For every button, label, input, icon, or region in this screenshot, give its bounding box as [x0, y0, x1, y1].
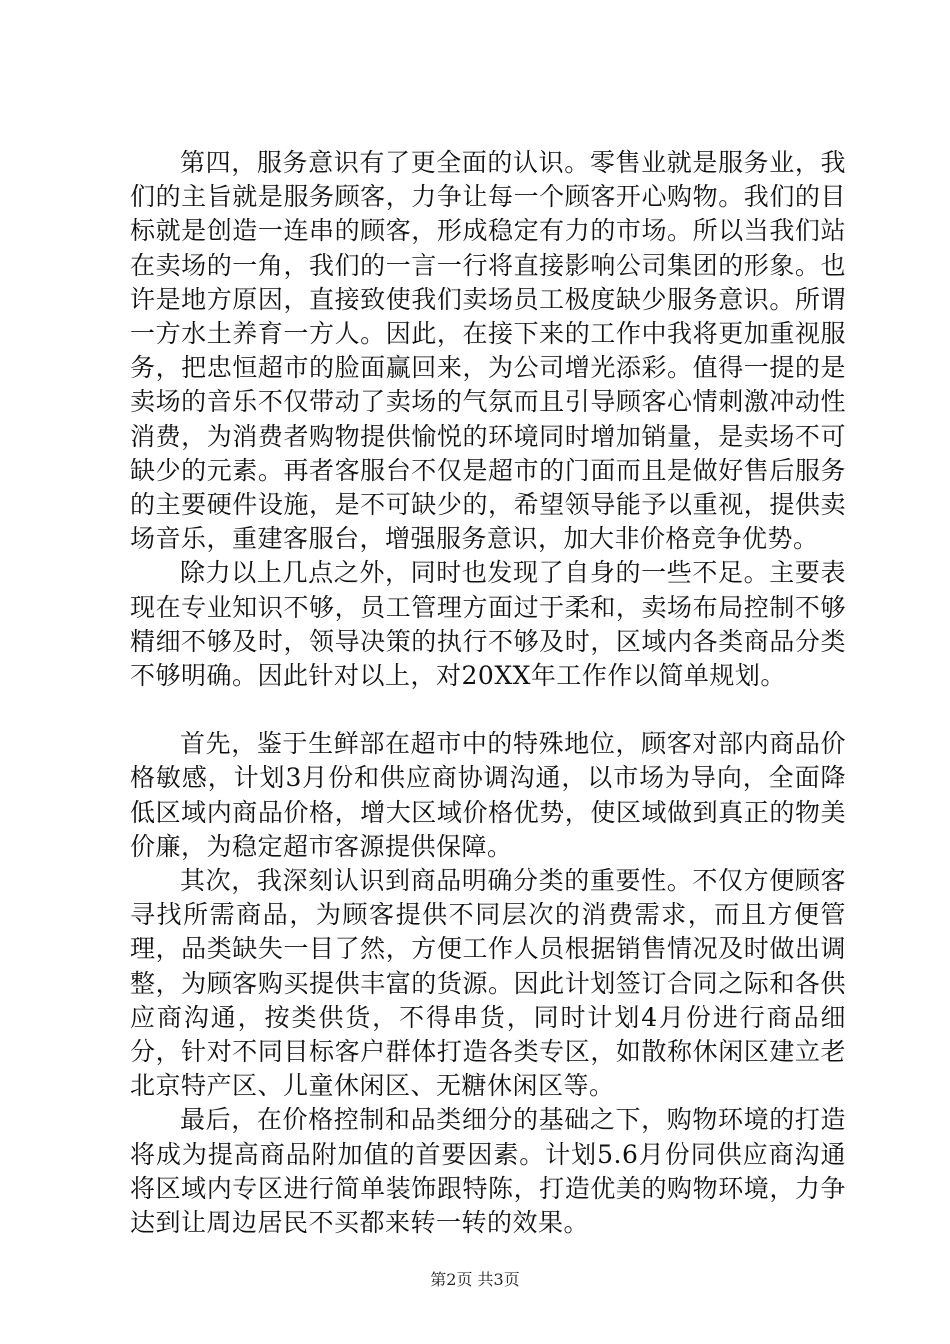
paragraph-shortcomings: 除力以上几点之外，同时也发现了自身的一些不足。主要表现在专业知识不够，员工管理方面过于柔和，卖场布局控制不够精细不够及时，领导决策的执行不够及时，区域内各类商品分类不够明确。因此针对以上，对20XX年工作作以简单规划。: [130, 558, 846, 691]
paragraph-second-plan: 其次，我深刻认识到商品明确分类的重要性。不仅方便顾客寻找所需商品，为顾客提供不同层次的消费需求，而且方便管理，品类缺失一目了然，方便工作人员根据销售情况及时做出调整，为顾客购买提供丰富的货源。因此计划签订合同之际和各供应商沟通，按类供货，不得串货，同时计划4月份进行商品细分，针对不同目标客户群体打造各类专区，如散称休闲区建立老北京特产区、儿童休闲区、无糖休闲区等。: [130, 866, 846, 1101]
document-body: [130, 146, 846, 1240]
page-number-footer: 第2页 共3页: [430, 1270, 520, 1289]
paragraph-final-plan: 最后，在价格控制和品类细分的基础之下，购物环境的打造将成为提高商品附加值的首要因素。计划5.6月份同供应商沟通将区域内专区进行简单装饰跟特陈，打造优美的购物环境，力争达到让周边居民不买都来转一转的效果。: [130, 1105, 846, 1238]
paragraph-first-plan: 首先，鉴于生鲜部在超市中的特殊地位，顾客对部内商品价格敏感，计划3月份和供应商协调沟通，以市场为导向，全面降低区域内商品价格，增大区域价格优势，使区域做到真正的物美价廉，为稳定超市客源提供保障。: [130, 729, 846, 861]
paragraph-service-awareness: 第四，服务意识有了更全面的认识。零售业就是服务业，我们的主旨就是服务顾客，力争让每一个顾客开心购物。我们的目标就是创造一连串的顾客，形成稳定有力的市场。所以当我们站在卖场的一角，我们的一言一行将直接影响公司集团的形象。也许是地方原因，直接致使我们卖场员工极度缺少服务意识。所谓一方水土养育一方人。因此，在接下来的工作中我将更加重视服务，把忠恒超市的脸面赢回来，为公司增光添彩。值得一提的是卖场的音乐不仅带动了卖场的气氛而且引导顾客心情刺激冲动性消费，为消费者购物提供愉悦的环境同时增加销量，是卖场不可缺少的元素。再者客服台不仅是超市的门面而且是做好售后服务的主要硬件设施，是不可缺少的，希望领导能予以重视，提供卖场音乐，重建客服台，增强服务意识，加大非价格竞争优势。: [130, 148, 846, 554]
